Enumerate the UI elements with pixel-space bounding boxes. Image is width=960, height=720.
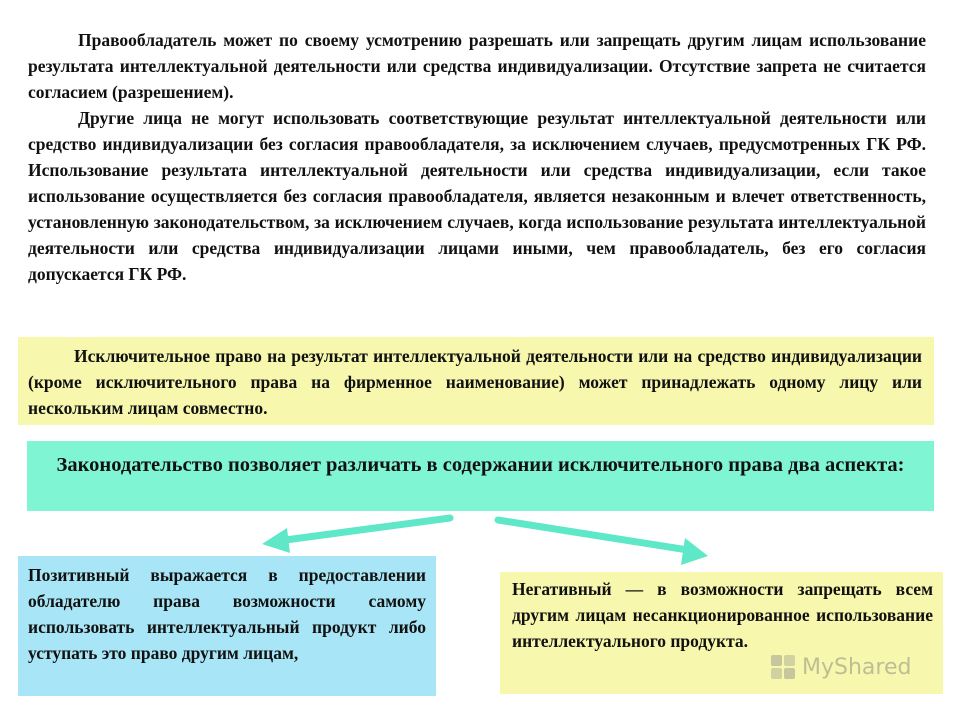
paragraph-rights-holder: Правообладатель может по своему усмотрению разрешать или запрещать другим лицам использование результата интеллектуальной деятельности или средства индивидуализации. Отсутствие запрета не считается согласием (разрешением). xyxy=(28,30,926,102)
negative-aspect-text: Негативный — в возможности запрещать всем другим лицам несанкционированное использование интеллектуального продукта. xyxy=(512,579,933,651)
exclusive-right-text: Исключительное право на результат интеллектуальной деятельности или на средство индивидуализации (кроме исключительного права на фирменное наименование) может принадлежать одному лицу или нескольким лицам совместно. xyxy=(28,346,922,418)
right-arrow xyxy=(498,520,708,565)
left-arrow xyxy=(262,518,450,553)
watermark-text: MyShared xyxy=(802,654,912,680)
positive-aspect-box xyxy=(18,556,436,696)
positive-aspect-text: Позитивный выражается в предоставлении обладателю права возможности самому использовать интеллектуальный продукт либо уступать это право другим лицам, xyxy=(28,565,426,663)
watermark-logo-icon xyxy=(768,652,798,682)
paragraph-other-persons: Другие лица не могут использовать соответствующие результат интеллектуальной деятельности или средство индивидуализации без согласия правообладателя, за исключением случаев, предусмотренных ГК РФ. Использование результата интеллектуальной деятельности или средства индивидуализации, если такое использование осуществляется без согласия правообладателя, является незаконным и влечет ответственность, установленную законодательством, за исключением случаев, когда использование результата интеллектуальной деятельности или средства индивидуализации лицами иными, чем правообладатель, без его согласия допускается ГК РФ. xyxy=(28,108,926,284)
two-aspects-text: Законодательство позволяет различать в содержании исключительного права два аспекта: xyxy=(56,454,905,476)
watermark xyxy=(768,652,911,682)
